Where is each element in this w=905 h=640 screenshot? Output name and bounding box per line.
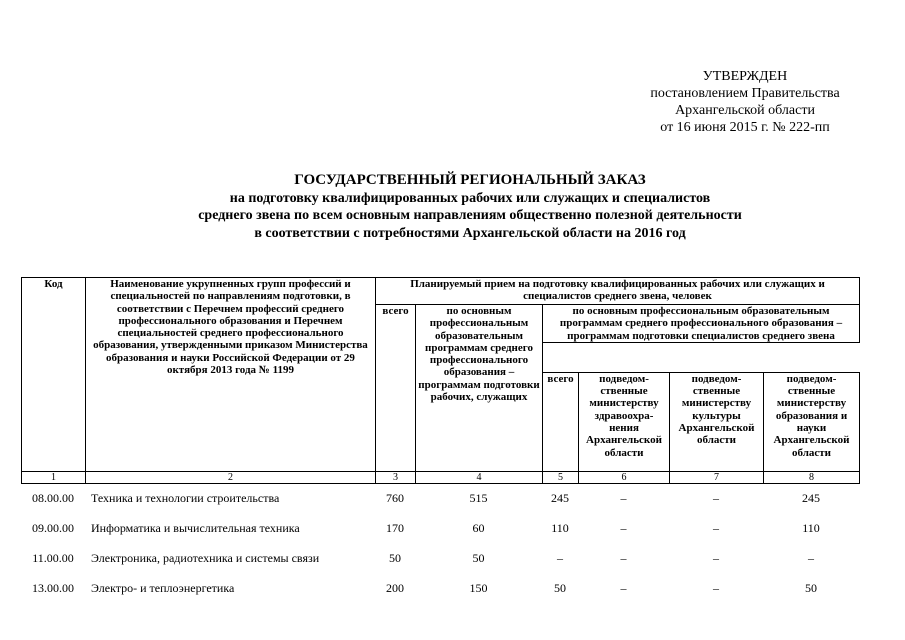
header-name: Наименование укрупненных групп профессий и специальностей по направлениям подготовки, в соответствии с Перечнем профессий среднего профессионального образования и Перечнем специальностей среднего профессионального образования, утвержденными приказом Министерства образования и науки Российской Федерации от 29 октября 2013 года № 1199	[86, 278, 376, 472]
column-number: 7	[670, 471, 764, 483]
document-subtitle-line: среднего звена по всем основным направлениям общественно полезной деятельности	[198, 208, 742, 223]
header-code: Код	[22, 278, 86, 472]
header-total: всего	[376, 305, 416, 472]
column-number: 4	[416, 471, 543, 483]
document-heading	[110, 172, 830, 242]
row-culture: –	[713, 490, 719, 505]
row-name: Электро- и теплоэнергетика	[91, 580, 235, 595]
row-code: 09.00.00	[32, 520, 74, 535]
document-title: ГОСУДАРСТВЕННЫЙ РЕГИОНАЛЬНЫЙ ЗАКАЗ	[294, 172, 646, 188]
header-culture-ministry: подведом-ственные министерству культуры Архангельской области	[670, 372, 764, 471]
row-name: Техника и технологии строительства	[91, 490, 280, 505]
row-health: –	[620, 490, 627, 505]
row-name: Электроника, радиотехника и системы связи	[91, 550, 320, 565]
row-culture: –	[713, 580, 719, 595]
approval-block	[610, 68, 880, 136]
row-total: 200	[386, 580, 404, 595]
column-number: 1	[22, 471, 86, 483]
row-total: 760	[386, 490, 404, 505]
approval-title: УТВЕРЖДЕН	[702, 69, 788, 84]
row-total: 170	[386, 520, 404, 535]
column-number: 6	[579, 471, 670, 483]
header-spec-total: всего	[543, 372, 579, 471]
table-header	[21, 277, 860, 484]
row-education: 50	[805, 580, 817, 595]
row-health: –	[620, 520, 627, 535]
table-row	[21, 573, 859, 603]
row-health: –	[620, 550, 627, 565]
approval-date: от 16 июня 2015 г. № 222-пп	[660, 120, 830, 135]
header-planned-intake: Планируемый прием на подготовку квалифицированных рабочих или служащих и специалистов среднего звена, человек	[376, 278, 860, 305]
row-education: –	[808, 550, 814, 565]
row-spec-total: 50	[554, 580, 566, 595]
column-number: 8	[764, 471, 860, 483]
header-workers-programs: по основным профессиональным образовательным программам среднего профессионального образования – программам подготовки рабочих, служащих	[416, 305, 543, 472]
row-code: 11.00.00	[32, 550, 74, 565]
column-number: 5	[543, 471, 579, 483]
column-number: 3	[376, 471, 416, 483]
document-subtitle-line: в соответствии с потребностями Архангельской области на 2016 год	[254, 225, 686, 241]
row-workers: 515	[469, 490, 488, 505]
row-culture: –	[713, 520, 719, 535]
row-culture: –	[713, 550, 719, 565]
row-education: 110	[802, 520, 820, 535]
row-workers: 150	[469, 580, 488, 595]
row-name: Информатика и вычислительная техника	[91, 520, 300, 535]
row-education: 245	[802, 490, 820, 505]
header-specialists-programs: по основным профессиональным образовательным программам среднего профессионального образования – программам подготовки специалистов среднего звена	[543, 305, 860, 343]
column-number: 2	[86, 471, 376, 483]
row-spec-total: 245	[551, 490, 569, 505]
row-workers: 60	[472, 520, 485, 535]
header-education-ministry: подведом-ственные министерству образования и науки Архангельской области	[764, 372, 860, 471]
row-spec-total: –	[557, 550, 563, 565]
table-row	[21, 513, 859, 543]
row-spec-total: 110	[551, 520, 569, 535]
row-code: 13.00.00	[32, 580, 74, 595]
table-row	[21, 543, 859, 573]
document-subtitle-line: на подготовку квалифицированных рабочих или служащих и специалистов	[229, 190, 711, 206]
row-health: –	[620, 580, 627, 595]
approval-line: Архангельской области	[675, 103, 815, 118]
approval-line: постановлением Правительства	[650, 86, 840, 101]
header-health-ministry: подведом-ственные министерству здравоохра-нения Архангельской области	[579, 372, 670, 471]
row-total: 50	[389, 550, 401, 565]
table-row	[21, 483, 859, 513]
row-code: 08.00.00	[32, 490, 74, 505]
table-body	[21, 483, 859, 603]
row-workers: 50	[472, 550, 485, 565]
